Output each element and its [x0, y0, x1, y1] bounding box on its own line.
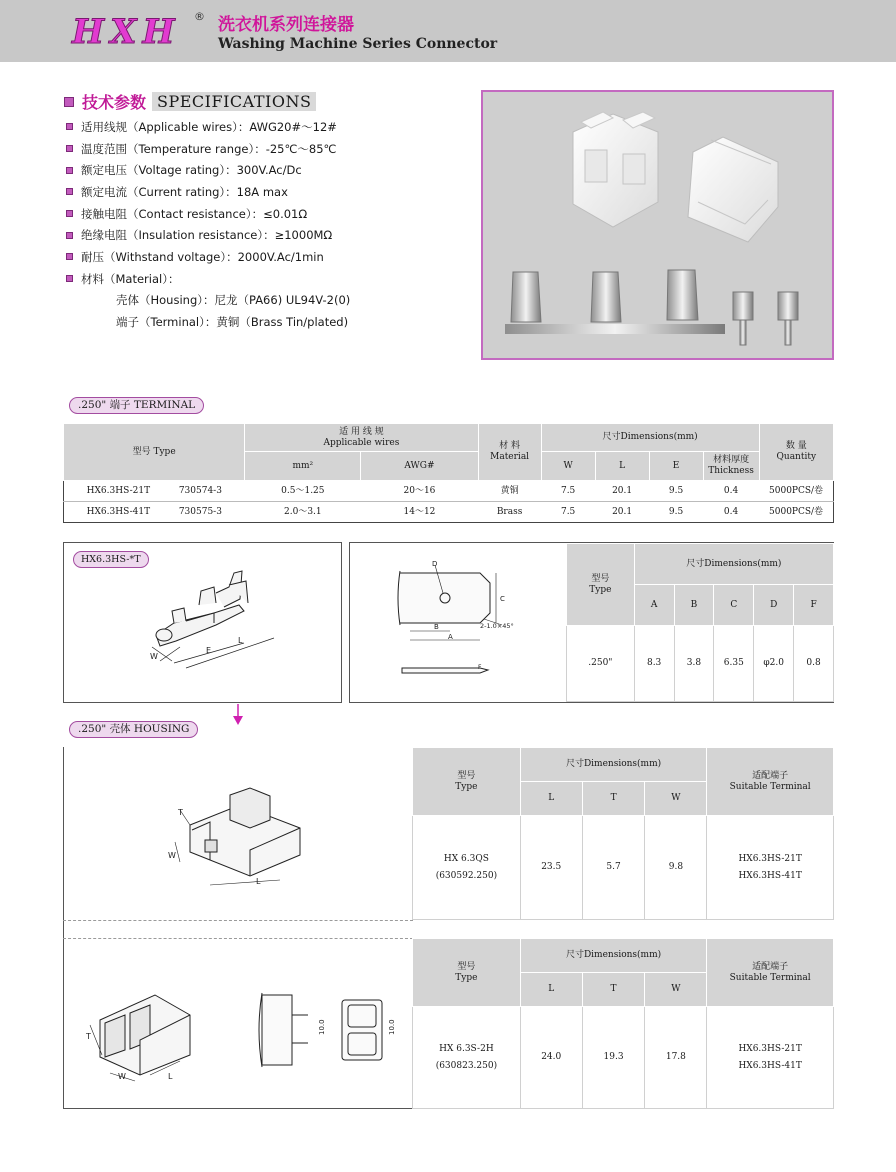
cell-c: 6.35 [714, 626, 754, 702]
spec-item-text: 适用线规（Applicable wires）：AWG20#～12# [81, 119, 337, 134]
col-applicable-wires [245, 424, 478, 452]
col-wires-en: Applicable wires [323, 437, 400, 448]
cell-material: Brass [478, 502, 541, 523]
spec-item [66, 116, 466, 138]
col-material [478, 424, 541, 481]
table-row [413, 1007, 834, 1109]
square-bullet-icon [66, 210, 73, 217]
cell-model-code: 730574-3 [178, 485, 222, 496]
cell-mm2: 2.0～3.1 [245, 502, 361, 523]
cell-terminal-2: HX6.3HS-41T [738, 870, 802, 881]
housing-2-drawing [80, 975, 410, 1085]
tab-dimension-table [566, 543, 834, 702]
col-suitable-terminal [707, 939, 834, 1007]
spec-item-text: 材料（Material）： [81, 271, 180, 286]
housing-section-tag [69, 721, 198, 738]
col-quantity [759, 424, 833, 481]
cell-thickness: 0.4 [703, 502, 759, 523]
cell-qty: 5000PCS/卷 [759, 502, 833, 523]
terminal-drawing-tag: HX6.3HS-*T [73, 551, 149, 568]
spec-item [66, 159, 466, 181]
col-suit-cn: 适配端子 [752, 770, 789, 781]
cell-d: φ2.0 [754, 626, 794, 702]
tag-en: HOUSING [133, 723, 190, 735]
cell-material: 黄铜 [478, 481, 541, 502]
square-bullet-icon [66, 123, 73, 130]
cell-w: 7.5 [541, 481, 595, 502]
cell-t: 5.7 [582, 816, 645, 920]
spec-item-text: 额定电流（Current rating）：18A max [81, 184, 288, 199]
cell-model-name: HX6.3HS-21T [86, 485, 151, 496]
cell-terminals [707, 1007, 834, 1109]
cell-w: 9.8 [645, 816, 707, 920]
col-l: L [520, 782, 582, 816]
cell-thickness: 0.4 [703, 481, 759, 502]
spec-title-cn: 技术参数 [82, 93, 147, 112]
spec-item-text: 额定电压（Voltage rating）：300V.Ac/Dc [81, 163, 302, 178]
col-mm2: mm² [245, 452, 361, 481]
terminal-section-tag [69, 397, 204, 414]
housing-2-side-view [259, 993, 308, 1067]
cell-l: 20.1 [595, 502, 649, 523]
cell-model-code: (630823.250) [435, 1060, 498, 1071]
cell-w: 7.5 [541, 502, 595, 523]
product-photo [481, 90, 834, 360]
table-row [64, 502, 834, 523]
square-bullet-icon [66, 145, 73, 152]
spec-item-text: 绝缘电阻（Insulation resistance）：≥1000MΩ [81, 228, 333, 243]
dim-label-b: B [434, 623, 439, 631]
square-bullet-icon [66, 253, 73, 260]
col-type-en: Type [589, 584, 612, 595]
col-w: W [645, 973, 707, 1007]
col-type-cn: 型号 [457, 770, 476, 781]
col-type-en: Type [455, 972, 478, 983]
col-w: W [541, 452, 595, 481]
col-f: F [794, 585, 834, 626]
cell-awg: 14～12 [361, 502, 478, 523]
cell-model-name: HX6.3HS-41T [86, 506, 151, 517]
spec-item [66, 181, 466, 203]
spec-item-text: 接触电阻（Contact resistance）：≤0.01Ω [81, 206, 308, 221]
col-dimensions: 尺寸Dimensions(mm) [520, 748, 707, 782]
cell-f: 0.8 [794, 626, 834, 702]
page-header [0, 0, 896, 62]
dim-label-w: W [150, 652, 158, 661]
col-dimensions: 尺寸Dimensions(mm) [634, 544, 833, 585]
divider [63, 938, 413, 939]
col-type: 型号 Type [64, 424, 245, 481]
col-type-cn: 型号 [457, 961, 476, 972]
cell-terminal-2: HX6.3HS-41T [738, 1060, 802, 1071]
spec-item [66, 224, 466, 246]
cell-l: 24.0 [520, 1007, 582, 1109]
tag-cn: 端子 [109, 399, 131, 411]
terminal-spec-table [63, 423, 834, 523]
dim-label-l: L [256, 877, 261, 886]
cell-model [413, 1007, 521, 1109]
col-thick-en: Thickness [708, 466, 754, 476]
square-bullet-icon [66, 232, 73, 239]
tag-number: .250" [78, 399, 107, 411]
square-bullet-icon [66, 167, 73, 174]
spec-list [66, 116, 466, 333]
cell-qty: 5000PCS/卷 [759, 481, 833, 502]
col-l: L [520, 973, 582, 1007]
table-row [64, 481, 834, 502]
tag-en: TERMINAL [133, 399, 196, 411]
col-thick-cn: 材料厚度 [713, 455, 750, 465]
cell-model [64, 502, 245, 523]
dim-label-d: D [432, 560, 438, 568]
housing-2-table [412, 938, 834, 1109]
dim-label-a: A [448, 633, 453, 641]
col-d: D [754, 585, 794, 626]
col-qty-en: Quantity [776, 452, 817, 462]
cell-model-code: 730575-3 [178, 506, 222, 517]
dim-label-l: L [238, 636, 243, 645]
cell-b: 3.8 [674, 626, 714, 702]
dim-label-w: W [118, 1072, 126, 1081]
cell-e: 9.5 [649, 502, 703, 523]
registered-mark: ® [194, 10, 205, 23]
header-title-cn: 洗衣机系列连接器 [218, 15, 354, 35]
col-a: A [634, 585, 674, 626]
col-t: T [582, 782, 645, 816]
col-awg: AWG# [361, 452, 478, 481]
dim-label-t: T [178, 808, 183, 817]
terminal-strip-photo [505, 270, 798, 345]
col-type-cn: 型号 [591, 573, 610, 584]
col-thickness [703, 452, 759, 481]
cell-model [64, 481, 245, 502]
col-type [567, 544, 635, 626]
cell-w: 17.8 [645, 1007, 707, 1109]
cell-type: .250" [567, 626, 635, 702]
cell-awg: 20～16 [361, 481, 478, 502]
cell-l: 23.5 [520, 816, 582, 920]
col-suit-en: Suitable Terminal [729, 972, 811, 983]
specifications-heading [64, 90, 316, 113]
dim-label-f: F [478, 664, 482, 671]
spec-title-en: SPECIFICATIONS [152, 92, 316, 111]
col-b: B [674, 585, 714, 626]
housing-photo-left [573, 112, 658, 227]
col-t: T [582, 973, 645, 1007]
dim-label-e: E [206, 646, 212, 655]
col-w: W [645, 782, 707, 816]
cell-e: 9.5 [649, 481, 703, 502]
col-material-en: Material [490, 452, 530, 462]
col-suit-en: Suitable Terminal [729, 781, 811, 792]
col-dimensions: 尺寸Dimensions(mm) [520, 939, 707, 973]
spec-item [66, 246, 466, 268]
col-type-en: Type [455, 781, 478, 792]
spec-item-text: 温度范围（Temperature range）：-25℃～85℃ [81, 141, 337, 156]
cell-model-name: HX 6.3QS [443, 853, 489, 864]
dim-label-chamfer: 2-1.0×45° [480, 622, 514, 630]
terminal-drawing-panel [63, 542, 342, 703]
divider [63, 920, 413, 921]
col-dimensions: 尺寸Dimensions(mm) [541, 424, 759, 452]
dim-label-c: C [500, 595, 505, 603]
header-title-en: Washing Machine Series Connector [218, 36, 498, 52]
square-bullet-icon [66, 188, 73, 195]
square-bullet-icon [64, 97, 74, 107]
cell-model-name: HX 6.3S-2H [439, 1043, 494, 1054]
dim-label-t: T [86, 1032, 91, 1041]
col-material-cn: 材 料 [499, 441, 521, 451]
housing-1-table [412, 747, 834, 920]
col-suitable-terminal [707, 748, 834, 816]
spec-terminal: 端子（Terminal）：黄铜（Brass Tin/plated) [116, 315, 349, 330]
cell-mm2: 0.5～1.25 [245, 481, 361, 502]
table-row [567, 626, 834, 702]
cell-terminal-1: HX6.3HS-21T [738, 1043, 802, 1054]
dim-label-l: L [168, 1072, 173, 1081]
housing-2-iso [100, 995, 190, 1075]
arrow-down-icon [231, 704, 245, 726]
tab-drawing-panel [349, 542, 834, 703]
col-type [413, 748, 521, 816]
col-e: E [649, 452, 703, 481]
spec-item [66, 203, 466, 225]
dim-label-10-b: 10.0 [388, 1019, 396, 1035]
cell-model [413, 816, 521, 920]
spec-housing: 壳体（Housing）：尼龙（PA66) UL94V-2(0) [116, 293, 351, 308]
dim-label-w: W [168, 851, 176, 860]
tab-drawing [350, 543, 566, 702]
col-l: L [595, 452, 649, 481]
cell-terminals [707, 816, 834, 920]
square-bullet-icon [66, 275, 73, 282]
table-row [413, 816, 834, 920]
col-suit-cn: 适配端子 [752, 961, 789, 972]
col-c: C [714, 585, 754, 626]
cell-model-code: (630592.250) [435, 870, 498, 881]
cell-l: 20.1 [595, 481, 649, 502]
col-qty-cn: 数 量 [785, 441, 807, 451]
cell-t: 19.3 [582, 1007, 645, 1109]
spec-item [66, 138, 466, 160]
col-type [413, 939, 521, 1007]
spec-item [66, 268, 466, 290]
housing-2-front-view [342, 1000, 382, 1060]
housing-photo-right [688, 137, 778, 242]
housing-1-drawing [150, 780, 310, 900]
tag-number: .250" [78, 723, 107, 735]
product-photo-illustration [483, 92, 832, 358]
spec-item-text: 耐压（Withstand voltage）：2000V.Ac/1min [81, 249, 324, 264]
cell-a: 8.3 [634, 626, 674, 702]
col-wires-cn: 适 用 线 规 [339, 426, 384, 437]
brand-logo: HXH [72, 12, 181, 52]
cell-terminal-1: HX6.3HS-21T [738, 853, 802, 864]
dim-label-10-a: 10.0 [318, 1019, 326, 1035]
tag-cn: 壳体 [109, 723, 131, 735]
